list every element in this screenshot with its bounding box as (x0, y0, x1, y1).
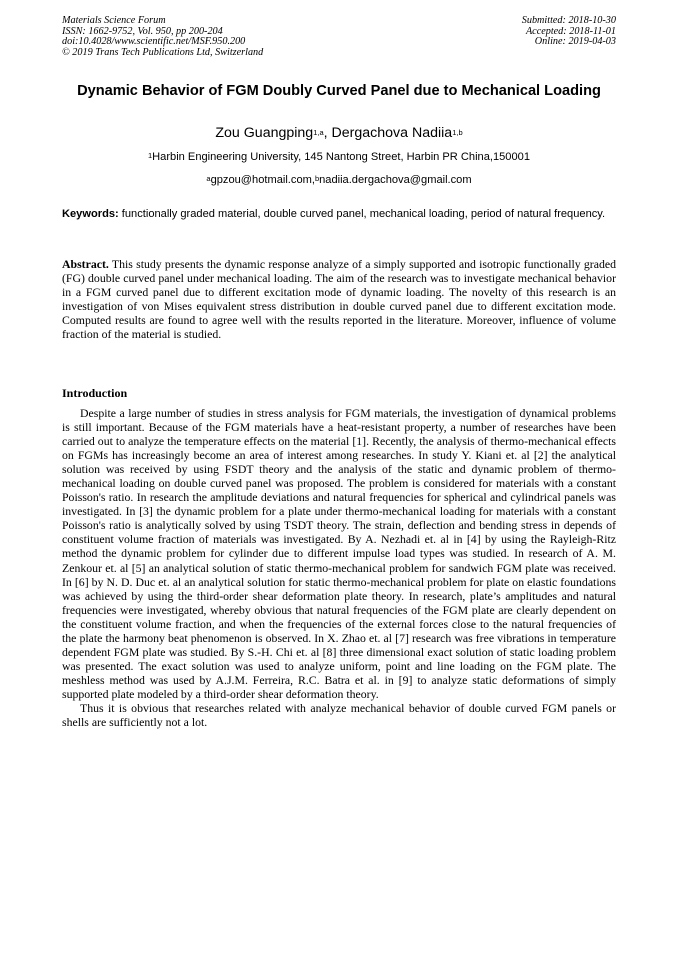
author-1-affil-mark: 1,a (313, 128, 324, 137)
email-b-link[interactable]: nadiia.dergachova@gmail.com (319, 174, 472, 186)
email-line (62, 173, 616, 187)
journal-name: Materials Science Forum (62, 15, 166, 26)
keywords-block (62, 207, 616, 221)
author-separator: , (323, 125, 332, 141)
author-2-affil-mark: 1,b (452, 128, 463, 137)
accepted-date: Accepted: 2018-11-01 (525, 25, 616, 37)
section-heading-introduction: Introduction (62, 386, 128, 400)
paragraph: Thus it is obvious that researches related with analyze mechanical behavior of double curved FGM panels or shells are sufficiently not a lot. (62, 700, 616, 730)
online-date: Online: 2019-04-03 (534, 36, 616, 48)
abstract-label: Abstract. (62, 257, 109, 271)
issn-line: ISSN: 1662-9752, Vol. 950, pp 200-204 (62, 25, 223, 37)
introduction-body (62, 406, 616, 729)
affiliation (62, 150, 616, 164)
author-1-name: Zou Guangping (215, 125, 314, 141)
abstract-block (62, 257, 616, 342)
keywords-text: functionally graded material, double curved panel, mechanical loading, period of natural frequency. (118, 208, 606, 220)
affiliation-text: Harbin Engineering University, 145 Nantong Street, Harbin PR China,150001 (152, 151, 530, 163)
email-a-mark: a (206, 174, 211, 183)
keywords-label: Keywords: (62, 208, 119, 220)
affiliation-mark: 1 (148, 151, 153, 160)
doi-line: doi:10.4028/www.scientific.net/MSF.950.200 (62, 36, 246, 48)
submitted-date: Submitted: 2018-10-30 (521, 15, 616, 26)
paragraph: Despite a large number of studies in stress analysis for FGM materials, the investigation of dynamical problems is still important. Because of the FGM materials have a heat-resistant property, a number of researches have been carried out to analyze the temperature effects on the material [1]. Recently, the analysis of thermo-mechanical effects on FGMs has increasingly become an area of interest among researches. In study Y. Kiani et. al [2] the analytical solution was received by using FSDT theory and the analysis of the static and dynamic problem of thermo-mechanical loading on double curved panel was proposed. The problem is considered for materials with a constant Poisson's ratio. In research the amplitude deviations and natural frequencies for spherical and cylindrical panels was investigated. In [3] the dynamic problem for a plate under thermo-mechanical loading for materials with a constant Poisson's ratio is analytically solved by using TSDT theory. The strain, deflection and bending stress in depends of constituent volume fraction of materials was investigated. By A. Nezhadi et. al in [4] by using the Rayleigh-Ritz method the dynamic problem for cylinder due to different impulse load types was studied. In research of A. M. Zenkour et. al [5] an analytical solution of static thermo-mechanical problem for sandwich FGM plate was received. In [6] by N. D. Duc et. al an analytical solution for static thermo-mechanical problem for plate on elastic foundations was achieved by using the third-order shear deformation plate theory. In research, plate’s amplitudes and natural frequencies were investigated, whereby obvious that natural frequencies of the FGM plate are clearly dependent on the constituent volume fraction, and when the frequencies of the external forces close to the natural frequencies of the plate the harmony beat phenomenon is observed. In X. Zhao et. al [7] research was free vibrations in temperature dependent FGM plate was studied. By S.-H. Chi et. al [8] three dimensional exact solution of static loading problem was presented. The exact solution was used to analyze uniform, point and line loading on the FGM plate. The meshless method was used by A.J.M. Ferreira, R.C. Batra et al. in [9] to analyze static deformations of simply supported plate modeled by a third-order shear deformation theory. (62, 406, 616, 701)
author-2-name: Dergachova Nadiia (331, 125, 453, 141)
journal-info (62, 16, 263, 59)
email-b-mark: b (314, 174, 320, 183)
author-list (62, 125, 616, 142)
submission-dates (522, 16, 616, 48)
copyright-line: © 2019 Trans Tech Publications Ltd, Switzerland (62, 47, 264, 59)
email-a-link[interactable]: gpzou@hotmail.com, (210, 174, 315, 186)
paper-title: Dynamic Behavior of FGM Doubly Curved Panel due to Mechanical Loading (77, 83, 601, 99)
abstract-text: This study presents the dynamic response analyze of a simply supported and isotropic functionally graded (FG) double curved panel under mechanical loading. The aim of the research was to investigate mechanical behavior in a FGM curved panel due to different excitation mode of dynamic loading. The novelty of this research is an investigation of von Mises equivalent stress distribution in double curved panel due to different excitation mode. Computed results are found to agree well with the results reported in the literature. Moreover, influence of volume fraction of the material is studied. (62, 257, 616, 342)
